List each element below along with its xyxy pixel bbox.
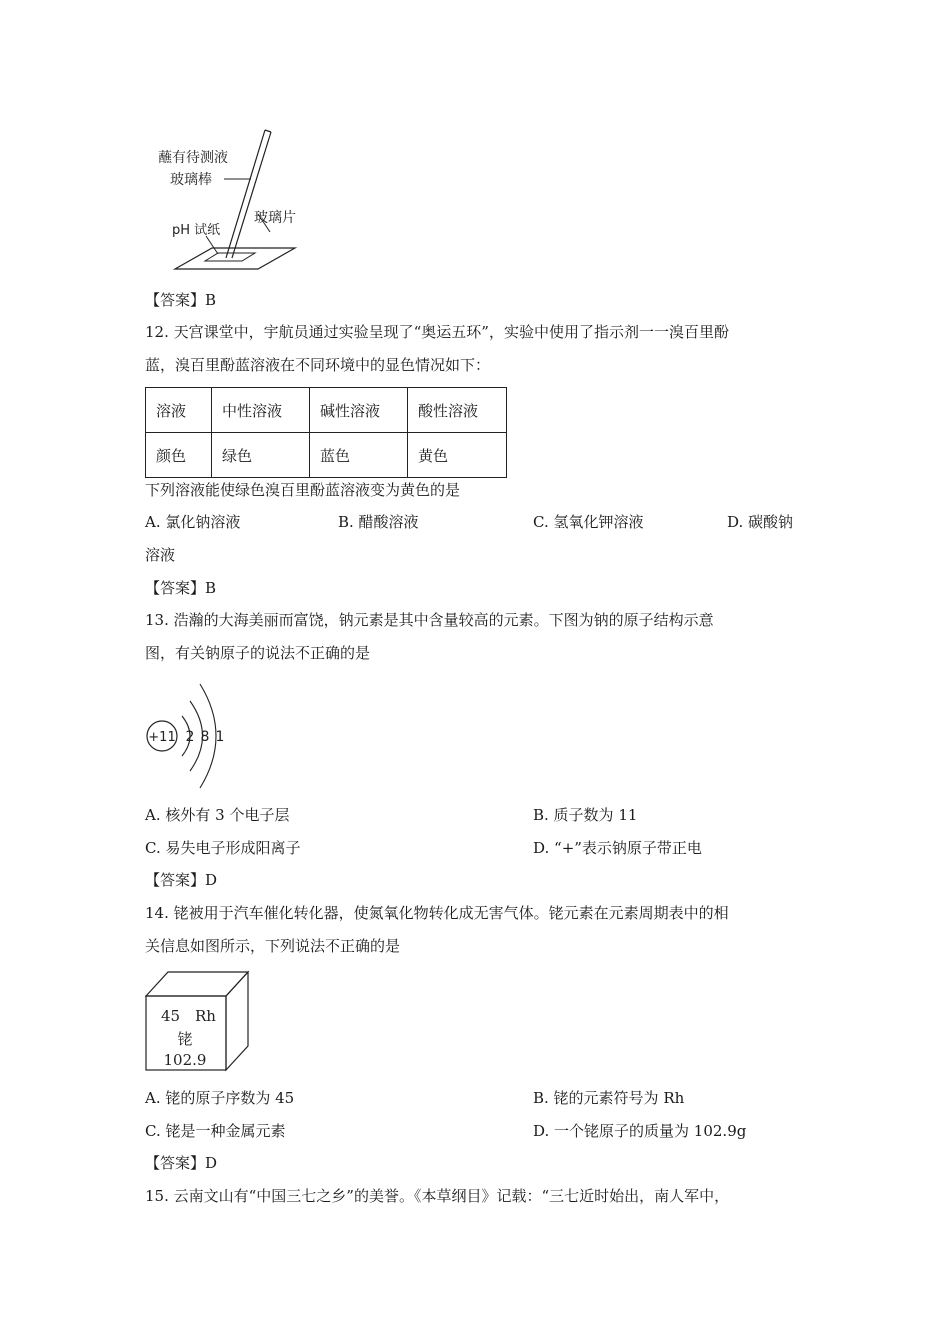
- table-header-cell: 碱性溶液: [310, 388, 408, 433]
- label-glass: 玻璃片: [254, 210, 296, 226]
- label-liquid: 蘸有待测液: [158, 150, 228, 166]
- q14-option-b: B. 铑的元素符号为 Rh: [533, 1089, 685, 1107]
- glass-rod-right: [232, 132, 271, 258]
- table-cell: 蓝色: [310, 433, 408, 478]
- ph-paper: [205, 253, 255, 261]
- table-cell: 颜色: [146, 433, 212, 478]
- q12-option-c: C. 氢氧化钾溶液: [533, 513, 644, 531]
- q15-stem-line1: 15. 云南文山有“中国三七之乡”的美誉。《本草纲目》记载：“三七近时始出，南人军中，: [145, 1187, 730, 1205]
- element-symbol: Rh: [195, 1007, 216, 1025]
- glass-rod-top: [265, 130, 271, 132]
- table-cell: 黄色: [408, 433, 507, 478]
- shell-3-count: 1: [215, 729, 225, 745]
- glass-rod-left: [226, 130, 265, 258]
- q12-option-d: D. 碳酸钠: [727, 513, 794, 531]
- ph-test-figure: [150, 122, 320, 274]
- glass-slide: [175, 248, 295, 269]
- shell-2-count: 8: [200, 729, 210, 745]
- element-cell-figure: [143, 968, 253, 1074]
- q12-option-b: B. 醋酸溶液: [338, 513, 419, 531]
- table-header-cell: 酸性溶液: [408, 388, 507, 433]
- q13-option-c: C. 易失电子形成阳离子: [145, 839, 301, 857]
- label-paper: pH 试纸: [172, 223, 221, 238]
- q13-option-b: B. 质子数为 11: [533, 806, 638, 824]
- q14-option-c: C. 铑是一种金属元素: [145, 1122, 286, 1140]
- q13-option-a: A. 核外有 3 个电子层: [145, 806, 290, 824]
- q13-stem-line2: 图，有关钠原子的说法不正确的是: [145, 644, 371, 662]
- q12-answer: 【答案】B: [145, 579, 217, 597]
- paper-leader-line: [206, 236, 218, 254]
- q14-option-d: D. 一个铑原子的质量为 102.9g: [533, 1122, 747, 1140]
- element-name: 铑: [177, 1030, 193, 1048]
- q14-option-a: A. 铑的原子序数为 45: [145, 1089, 295, 1107]
- atomic-mass: 102.9: [163, 1051, 207, 1069]
- indicator-color-table: [145, 387, 507, 478]
- q12-stem-line2: 蓝，溴百里酚蓝溶液在不同环境中的显色情况如下：: [145, 356, 491, 374]
- table-cell: 绿色: [212, 433, 310, 478]
- q14-stem-line1: 14. 铑被用于汽车催化转化器，使氮氧化物转化成无害气体。铑元素在元素周期表中的相: [145, 904, 729, 922]
- sodium-atom-diagram: [140, 676, 240, 796]
- q12-stem-line1: 12. 天宫课堂中，宇航员通过实验呈现了“奥运五环”，实验中使用了指示剂一一溴百里酚: [145, 323, 729, 341]
- q14-answer: 【答案】D: [145, 1154, 218, 1172]
- q13-option-d: D. “+”表示钠原子带正电: [533, 839, 702, 857]
- table-row: [146, 388, 507, 433]
- table-header-cell: 溶液: [146, 388, 212, 433]
- q11-answer: 【答案】B: [145, 291, 217, 309]
- shell-1-count: 2: [185, 729, 195, 745]
- element-cell-side: [226, 972, 248, 1070]
- table-header-cell: 中性溶液: [212, 388, 310, 433]
- table-row: [146, 433, 507, 478]
- q13-answer: 【答案】D: [145, 871, 218, 889]
- q12-question: 下列溶液能使绿色溴百里酚蓝溶液变为黄色的是: [145, 481, 461, 499]
- label-rod: 玻璃棒: [170, 172, 212, 188]
- q14-stem-line2: 关信息如图所示，下列说法不正确的是: [145, 937, 401, 955]
- nucleus-charge: +11: [148, 730, 176, 745]
- element-cell-top: [146, 972, 248, 996]
- q13-stem-line1: 13. 浩瀚的大海美丽而富饶，钠元素是其中含量较高的元素。下图为钠的原子结构示意: [145, 611, 714, 629]
- q12-option-a: A. 氯化钠溶液: [145, 513, 241, 531]
- atomic-number: 45: [161, 1007, 181, 1025]
- q12-option-d-cont: 溶液: [145, 546, 176, 564]
